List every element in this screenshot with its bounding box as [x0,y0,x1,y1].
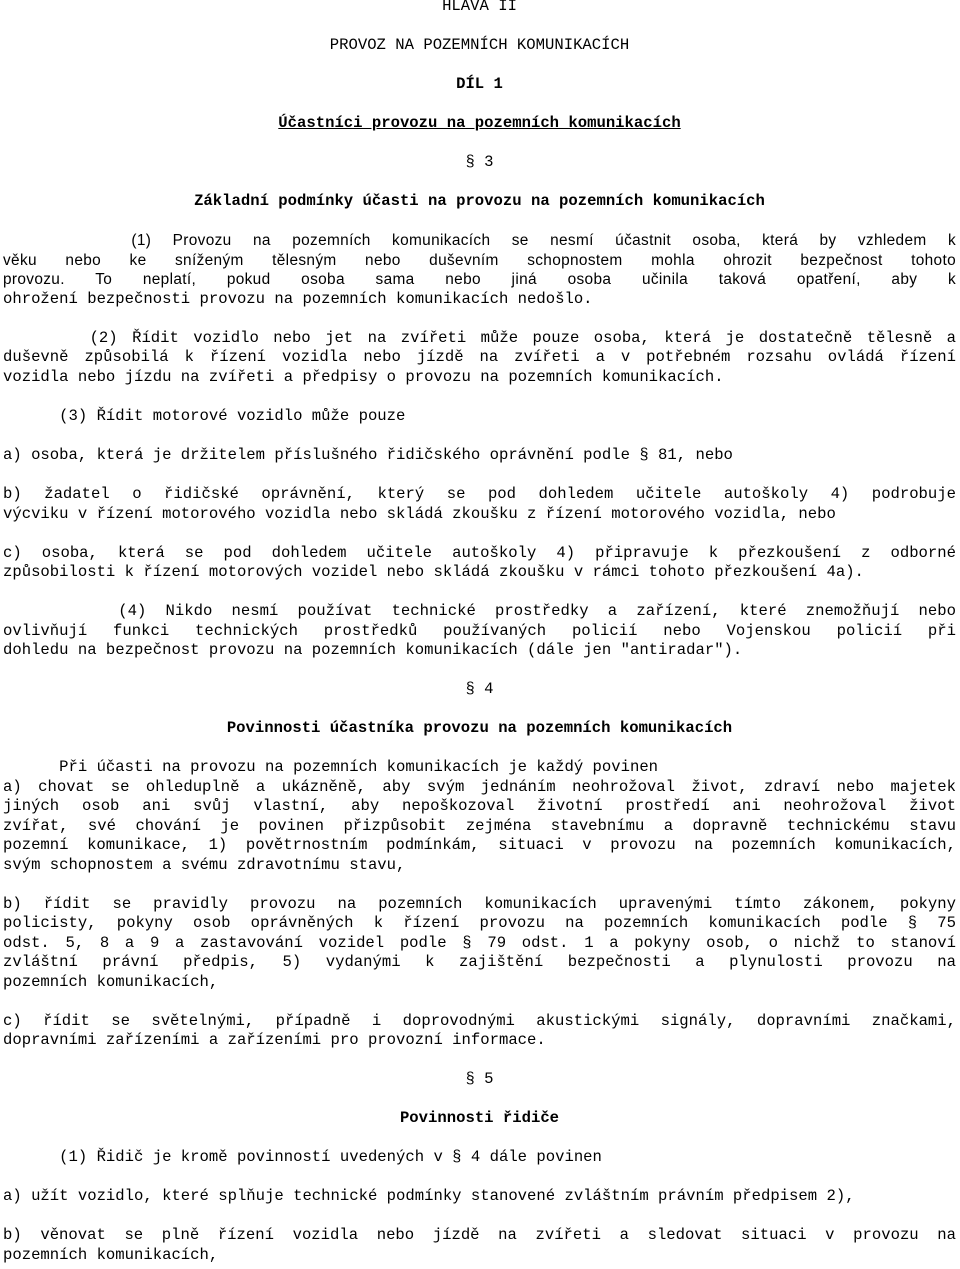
s4-item-b-line-1: b) řídit se pravidly provozu na pozemních komunikacích upravenými tímto zákonem, pokyny [3,895,956,913]
s4-item-b-line-4: zvláštní právní předpis, 5) vydanými k zajištění bezpečnosti a plynulosti provozu na [3,953,956,971]
s4-item-c-line-2: dopravními zařízeními a zařízeními pro provozní informace. [3,1031,546,1049]
s4-item-a-line-2: jiných osob ani svůj vlastní, aby nepoškozoval životní prostředí ani neohrožoval život [3,797,956,815]
s3-para-1-line-4: ohrožení bezpečnosti provozu na pozemních komunikacích nedošlo. [3,290,593,308]
section-4-number: § 4 [465,680,494,698]
s3-para-1-line-2: věku nebo ke sníženým tělesným nebo duševním schopnostem mohla ohrozit bezpečnost tohoto [3,252,956,269]
s4-item-b-line-5: pozemních komunikacích, [3,973,219,991]
s5-para-1: (1) Řidič je kromě povinností uvedených v § 4 dále povinen [3,1148,602,1166]
part-title: Účastníci provozu na pozemních komunikacích [278,114,681,132]
s3-para-3: (3) Řídit motorové vozidlo může pouze [3,407,406,425]
s3-para-3-item-b-line-2: výcviku v řízení motorového vozidla nebo skládá zkoušku z řízení motorového vozidla, nebo [3,505,836,523]
s3-para-3-item-c-line-1: c) osoba, která se pod dohledem učitele autoškoly 4) připravuje k přezkoušení z odborné [3,544,956,562]
s4-item-c-line-1: c) řídit se světelnými, případně i doprovodnými akustickými signály, dopravními značkami, [3,1012,956,1030]
chapter-label: HLAVA II [442,0,517,15]
s3-para-2-line-1: (2) Řídit vozidlo nebo jet na zvířeti může pouze osoba, která je dostatečně tělesně a [3,329,956,347]
s4-intro: Při účasti na provozu na pozemních komunikacích je každý povinen [3,758,659,776]
s3-para-2-line-2: duševně způsobilá k řízení vozidla nebo jízdě na zvířeti a v potřebném rozsahu ovládá řízení [3,348,956,366]
part-label: DÍL 1 [456,75,503,93]
s4-item-a-line-5: svým schopnostem a svému zdravotnímu stavu, [3,856,406,874]
s5-item-a: a) užít vozidlo, které splňuje technické podmínky stanovené zvláštním právním předpisem 2), [3,1187,855,1205]
s3-para-3-item-b-line-1: b) žadatel o řidičské oprávnění, který se pod dohledem učitele autoškoly 4) podrobuje [3,485,956,503]
s4-item-b-line-2: policisty, pokyny osob oprávněných k řízení provozu na pozemních komunikacích podle § 75 [3,914,956,932]
s5-item-b-line-2: pozemních komunikacích, [3,1246,219,1264]
s3-para-1-line-3: provozu. To neplatí, pokud osoba sama nebo jiná osoba učinila taková opatření, aby k [3,271,956,288]
section-5-number: § 5 [465,1070,494,1088]
s3-para-4-line-2: ovlivňují funkci technických prostředků používaných policií nebo Vojenskou policií při [3,622,956,640]
s5-item-b-line-1: b) věnovat se plně řízení vozidla nebo jízdě na zvířeti a sledovat situaci v provozu na [3,1226,956,1244]
s3-para-3-item-c-line-2: způsobilosti k řízení motorových vozidel nebo skládá zkoušku v rámci tohoto přezkoušení 4a). [3,563,864,581]
s4-item-a-line-4: pozemní komunikace, 1) povětrnostním podmínkám, situaci v provozu na pozemních komunikacích, [3,836,956,854]
section-4-title: Povinnosti účastníka provozu na pozemních komunikacích [226,719,733,737]
s3-para-2-line-3: vozidla nebo jízdu na zvířeti a předpisy o provozu na pozemních komunikacích. [3,368,724,386]
s3-para-4-line-1: (4) Nikdo nesmí používat technické prostředky a zařízení, které znemožňují nebo [3,602,956,620]
section-3-title: Základní podmínky účasti na provozu na pozemních komunikacích [194,192,765,210]
section-3-number: § 3 [465,153,494,171]
s4-item-a-line-3: zvířat, své chování je povinen přizpůsobit zejména stavebnímu a dopravně technickému stavu [3,817,956,835]
s4-item-b-line-3: odst. 5, 8 a 9 a zastavování vozidel podle § 79 odst. 1 a pokyny osob, o nichž to stanoví [3,934,956,952]
s3-para-3-item-a: a) osoba, která je držitelem příslušného řidičského oprávnění podle § 81, nebo [3,446,733,464]
section-5-title: Povinnosti řidiče [399,1109,560,1127]
s3-para-4-line-3: dohledu na bezpečnost provozu na pozemních komunikacích (dále jen "antiradar"). [3,641,743,659]
chapter-title: PROVOZ NA POZEMNÍCH KOMUNIKACÍCH [329,36,630,54]
s4-item-a-line-1: a) chovat se ohleduplně a ukázněně, aby svým jednáním neohrožoval život, zdraví nebo majetek [3,778,956,796]
s3-para-1-line-1: (1) Provozu na pozemních komunikacích se nesmí účastnit osoba, která by vzhledem k [3,232,956,249]
